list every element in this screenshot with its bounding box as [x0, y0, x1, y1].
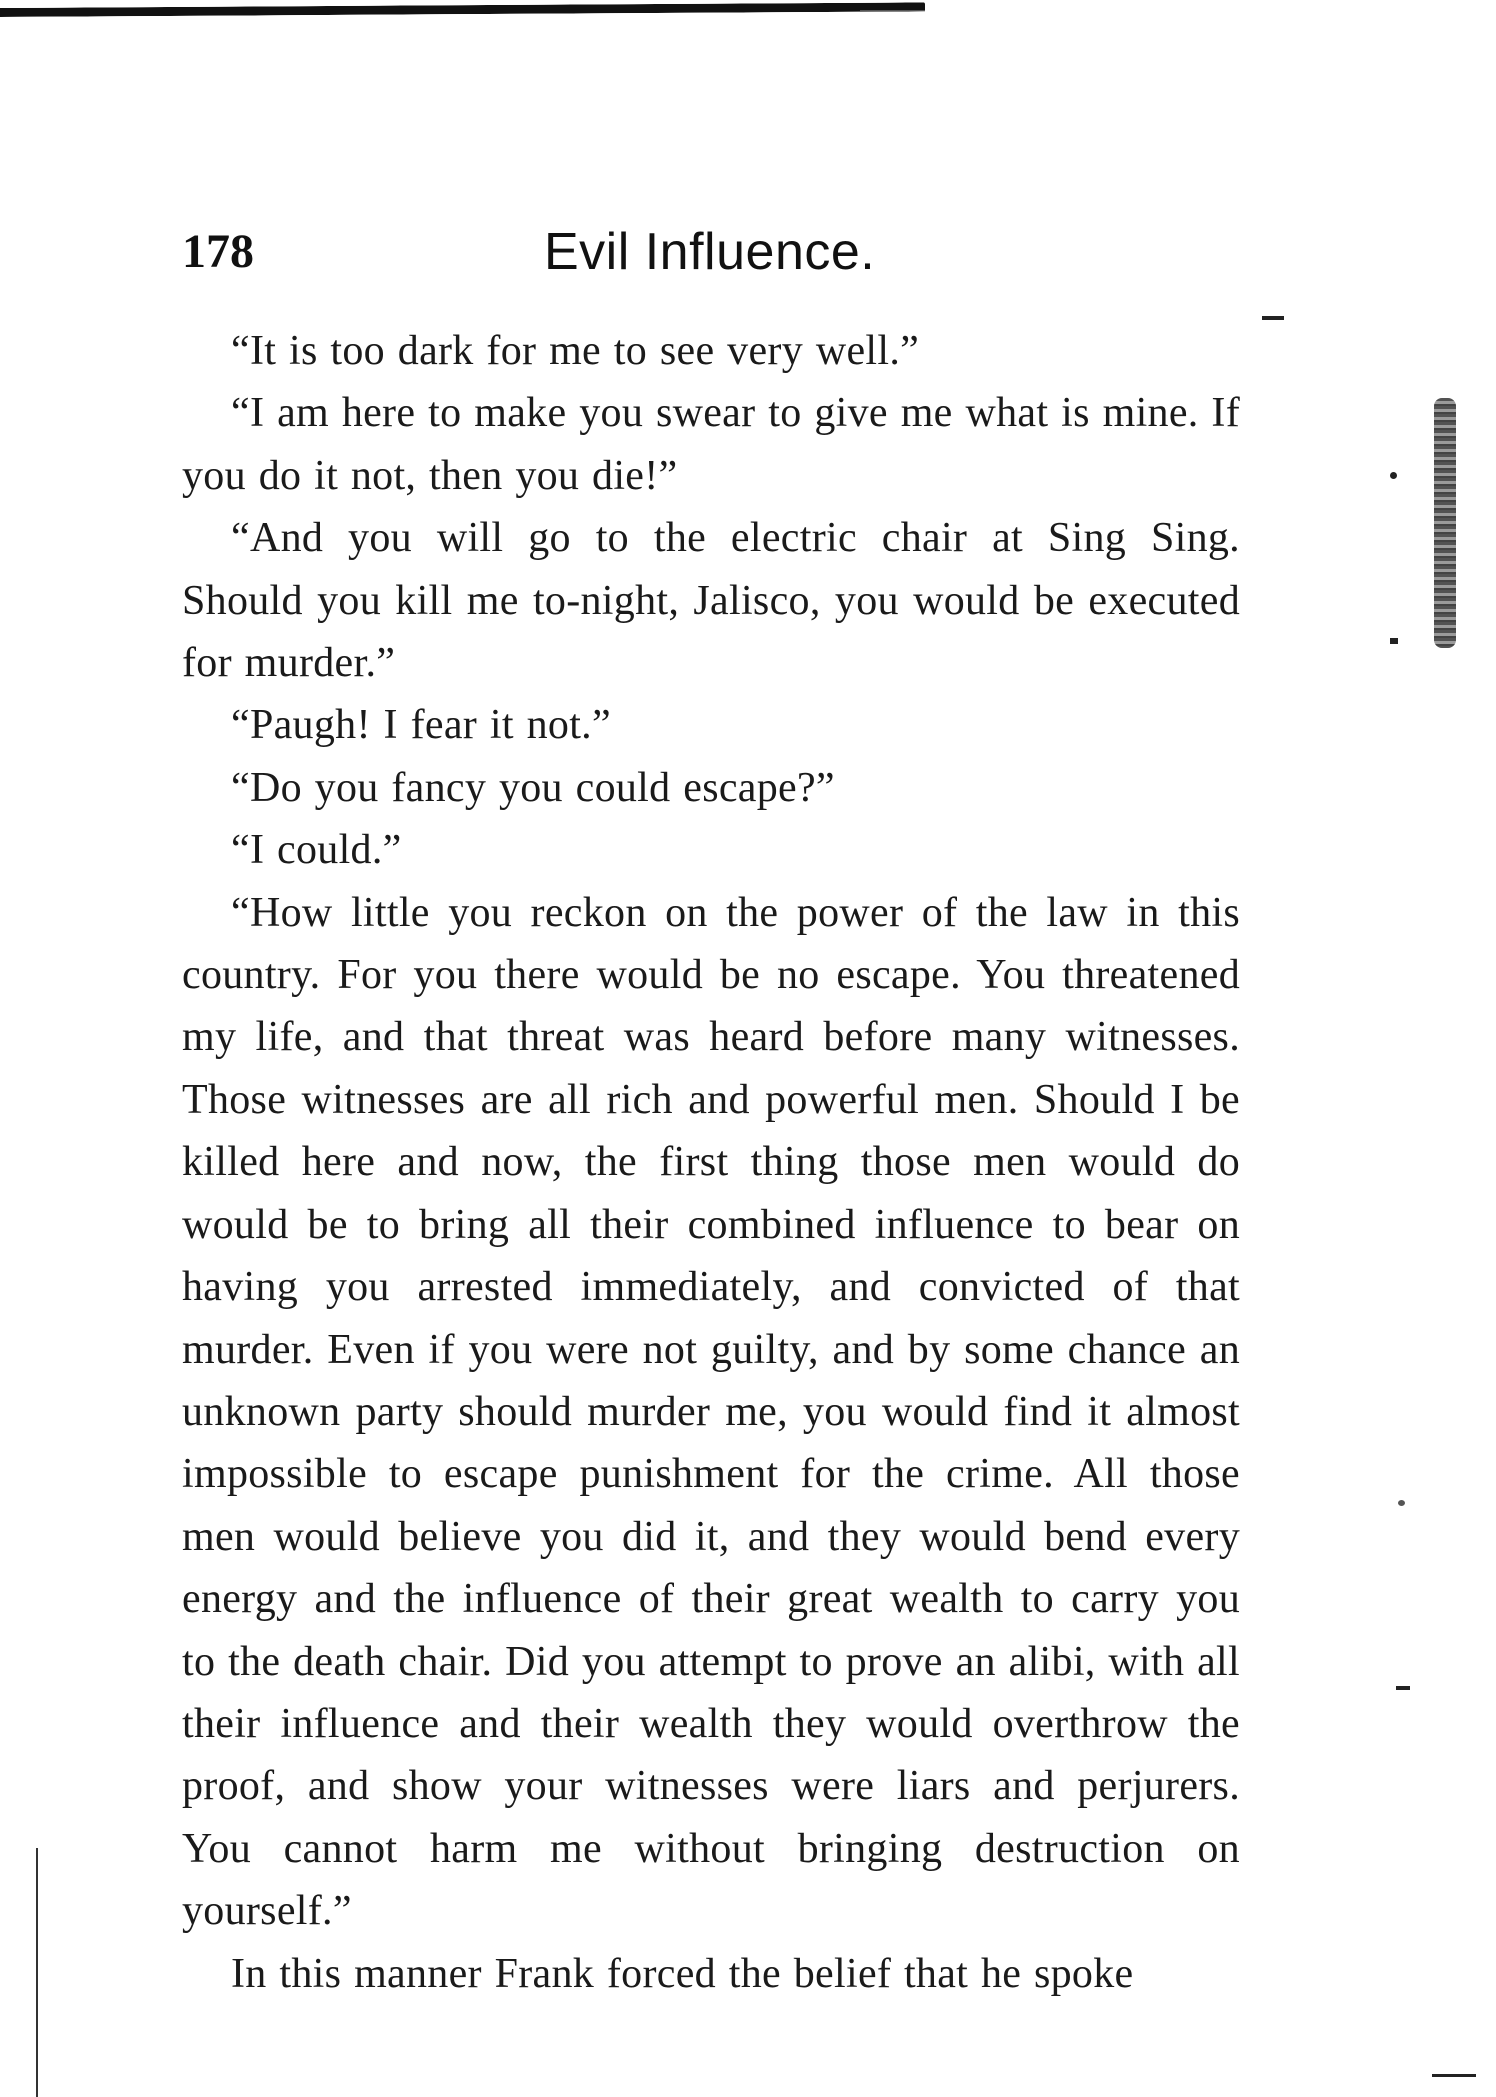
paragraph: “Do you fancy you could escape?” — [231, 764, 835, 811]
body-text — [182, 320, 1240, 2005]
paragraph: In this manner Frank forced the belief that he spoke — [231, 1950, 1134, 1997]
paragraph: “How little you reckon on the power of the law in this country. For you there would be no escape. You threatened my life, and that threat was heard before many witnesses. Those witnesses are all rich and powerful men. Should I be killed here and now, the first thing those men would do would be to bring all their combined influence to bear on having you arrested immediately, and convicted of that murder. Even if you were not guilty, and by some chance an unknown party should murder me, you would find it almost impossible to escape punishment for the crime. All those men would believe you did it, and they would bend every energy and the influence of their great wealth to carry you to the death chair. Did you attempt to prove an alibi, with all their influence and their wealth they would overthrow the proof, and show your witnesses were liars and perjurers. You cannot harm me without bringing destruction on yourself.” — [182, 889, 1240, 1935]
paragraph: “I am here to make you swear to give me what is mine. If you do it not, then you die!” — [182, 390, 1240, 499]
running-title: Evil Influence. — [544, 223, 876, 281]
stray-mark — [1262, 316, 1284, 320]
paragraph: “Paugh! I fear it not.” — [231, 702, 611, 749]
paragraph: “It is too dark for me to see very well.” — [231, 328, 920, 374]
top-edge-rule — [0, 2, 925, 17]
show-through-bleed — [1434, 398, 1456, 648]
stray-mark — [1390, 472, 1397, 479]
left-margin-line — [36, 1848, 38, 2097]
stray-mark — [1396, 1686, 1410, 1690]
top-edge-rule-tail — [860, 10, 925, 11]
paragraph: “I could.” — [231, 827, 402, 874]
running-head — [182, 222, 1242, 282]
paragraph: “And you will go to the electric chair at Sing Sing. Should you kill me to-night, Jalisco, you would be executed for murder.” — [182, 515, 1240, 687]
page-number: 178 — [182, 225, 254, 278]
stray-mark — [1390, 638, 1398, 644]
stray-mark — [1398, 1500, 1405, 1506]
corner-mark — [1432, 2074, 1476, 2077]
